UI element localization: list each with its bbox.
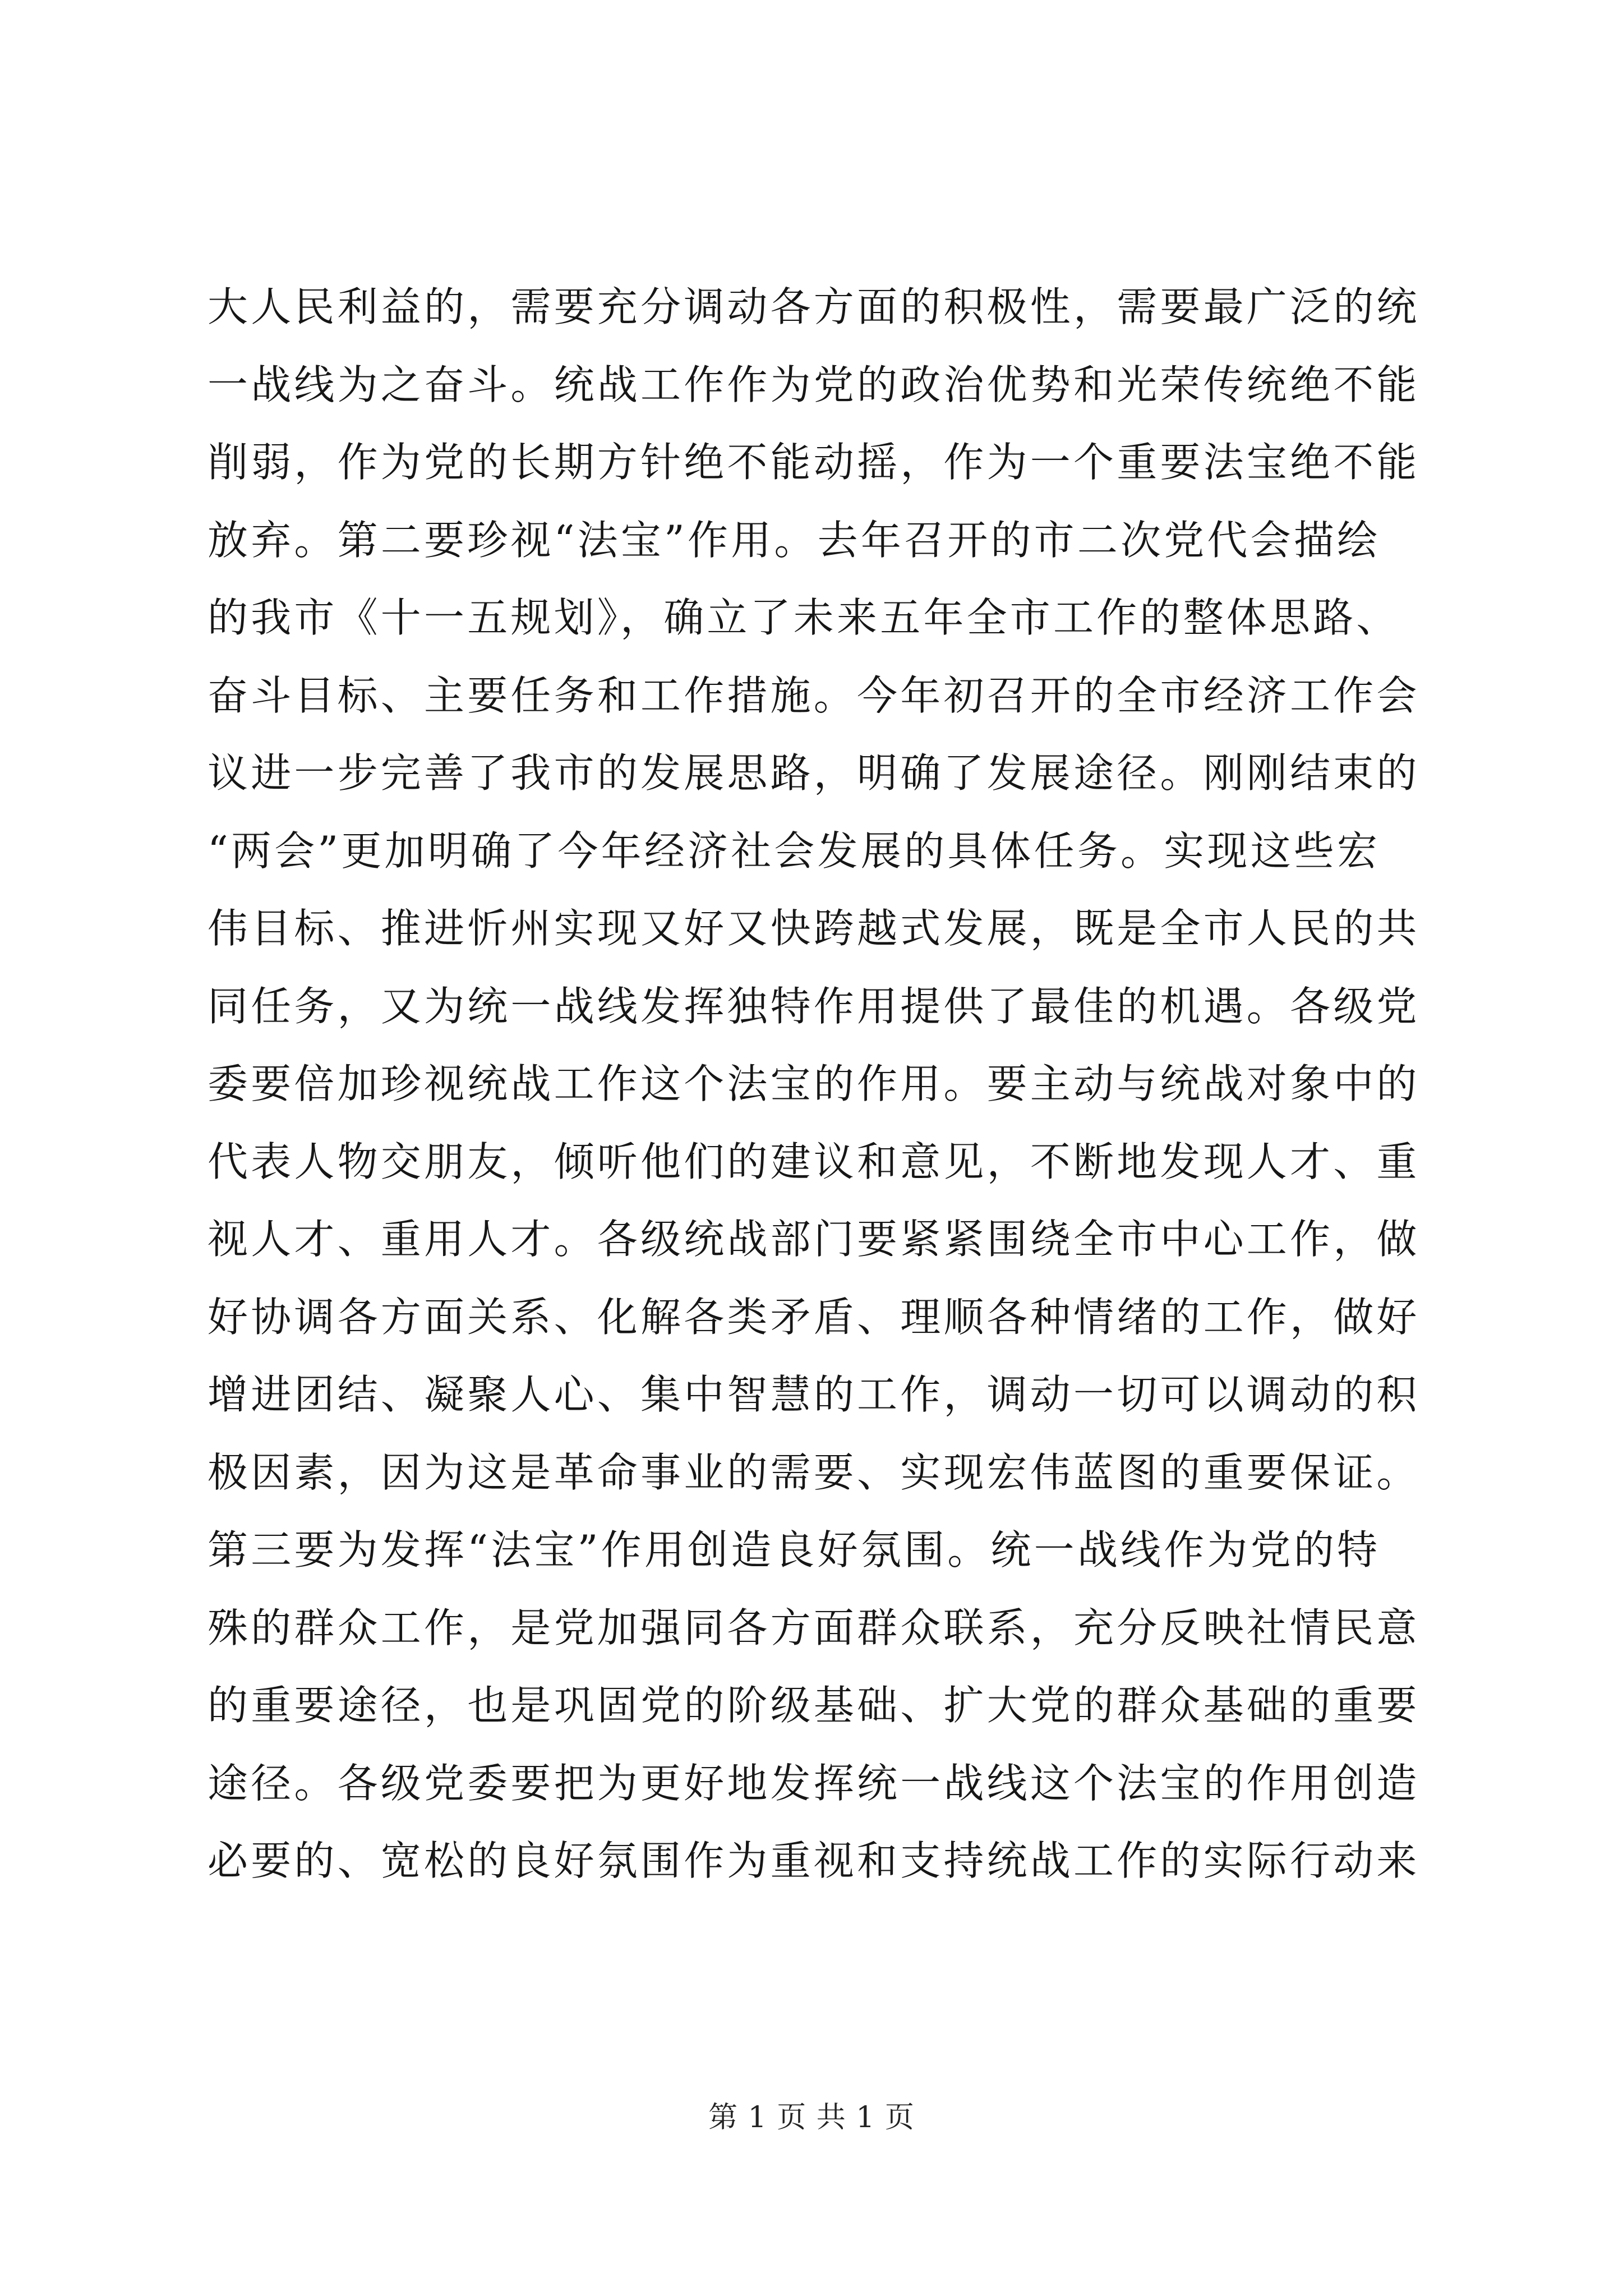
page-footer (0, 2098, 1623, 2137)
text-line: 放弃。第二要珍视“法宝”作用。去年召开的市二次党代会描绘 (208, 516, 1381, 564)
text-line: 一战线为之奋斗。统战工作作为党的政治优势和光荣传统绝不能 (208, 361, 1420, 408)
text-line: 的重要途径，也是巩固党的阶级基础、扩大党的群众基础的重要 (208, 1682, 1420, 1729)
text-line: 议进一步完善了我市的发展思路，明确了发展途径。刚刚结束的 (208, 749, 1420, 797)
text-line: 第三要为发挥“法宝”作用创造良好氛围。统一战线作为党的特 (208, 1526, 1381, 1573)
text-line: 委要倍加珍视统战工作这个法宝的作用。要主动与统战对象中的 (208, 1060, 1420, 1107)
text-line: 途径。各级党委要把为更好地发挥统一战线这个法宝的作用创造 (208, 1759, 1420, 1807)
text-line: 好协调各方面关系、化解各类矛盾、理顺各种情绪的工作，做好 (208, 1293, 1420, 1341)
text-line: 必要的、宽松的良好氛围作为重视和支持统战工作的实际行动来 (208, 1837, 1420, 1884)
text-line: 增进团结、凝聚人心、集中智慧的工作，调动一切可以调动的积 (208, 1371, 1420, 1418)
text-line: 削弱，作为党的长期方针绝不能动摇，作为一个重要法宝绝不能 (208, 439, 1420, 486)
text-line: 奋斗目标、主要任务和工作措施。今年初召开的全市经济工作会 (208, 671, 1420, 719)
text-line: 代表人物交朋友，倾听他们的建议和意见，不断地发现人才、重 (208, 1138, 1420, 1185)
text-line: 同任务，又为统一战线发挥独特作用提供了最佳的机遇。各级党 (208, 982, 1420, 1030)
text-line: 视人才、重用人才。各级统战部门要紧紧围绕全市中心工作，做 (208, 1216, 1420, 1263)
text-line: 的我市《十一五规划》，确立了未来五年全市工作的整体思路、 (208, 594, 1400, 641)
body-text (208, 268, 1419, 1900)
page-number-label: 第 1 页 共 1 页 (708, 2101, 915, 2134)
text-line: 伟目标、推进忻州实现又好又快跨越式发展，既是全市人民的共 (208, 905, 1420, 952)
text-line: 大人民利益的，需要充分调动各方面的积极性，需要最广泛的统 (208, 283, 1420, 330)
text-line: 殊的群众工作，是党加强同各方面群众联系，充分反映社情民意 (208, 1604, 1420, 1651)
text-line: “两会”更加明确了今年经济社会发展的具体任务。实现这些宏 (208, 827, 1381, 875)
text-line: 极因素，因为这是革命事业的需要、实现宏伟蓝图的重要保证。 (208, 1448, 1420, 1496)
